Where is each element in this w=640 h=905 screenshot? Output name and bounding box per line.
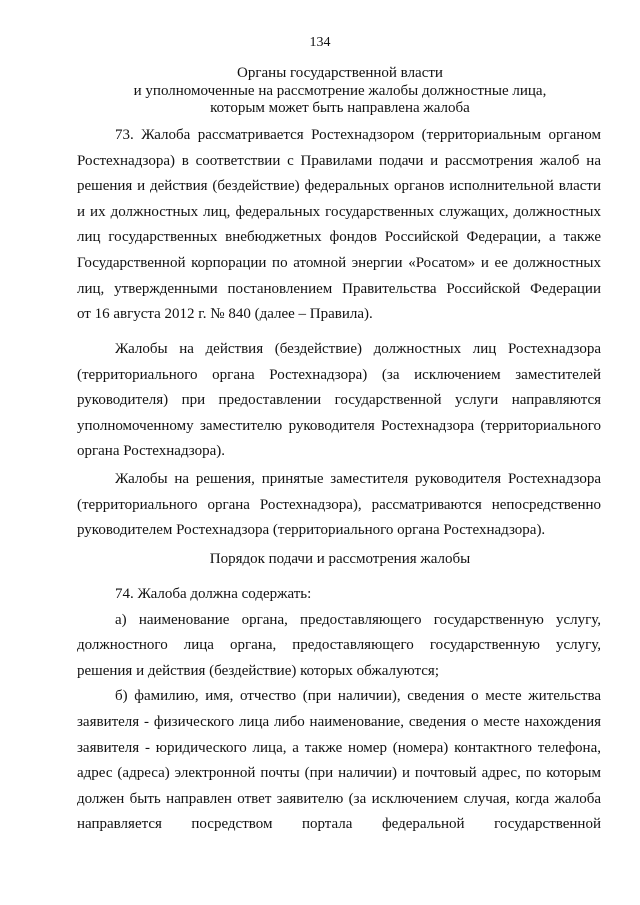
text-line: а) наименование органа, предоставляющего государственную услугу,: [115, 611, 601, 628]
heading-line: Порядок подачи и рассмотрения жалобы: [209, 551, 471, 567]
text-line: 73. Жалоба рассматривается Ростехнадзором (территориальным органом: [115, 127, 601, 143]
text-line: заявителя - физического лица либо наименование, сведения о месте нахождения: [77, 713, 601, 730]
text-line: Жалобы на действия (бездействие) должностных лиц Ростехнадзора: [115, 341, 601, 357]
text-line: органа Ростехнадзора).: [77, 443, 226, 460]
text-line: лиц, утвержденными постановлением Правительства Российской Федерации: [77, 280, 601, 297]
text-line: руководителя) при предоставлении государственной услуги направляются: [77, 392, 601, 409]
text-line: уполномоченному заместителю руководителя Ростехнадзора (территориального: [77, 417, 601, 434]
heading-line: которым может быть направлена жалоба: [210, 100, 470, 116]
section-heading-authorities: [60, 65, 620, 118]
text-line: заявителя - юридического лица, а также номер (номера) контактного телефона,: [77, 739, 601, 756]
paragraph-73: [77, 123, 601, 328]
heading-line: и уполномоченные на рассмотрение жалобы должностные лица,: [133, 82, 547, 99]
paragraph-complaints-decisions: [77, 467, 601, 544]
text-line: руководителем Ростехнадзора (территориального органа Ростехнадзора).: [77, 522, 546, 539]
text-line: Жалобы на решения, принятые заместителя руководителя Ростехнадзора: [115, 471, 601, 487]
heading-line: Органы государственной власти: [237, 65, 443, 81]
page-number: 134: [309, 35, 331, 50]
text-line: (территориального органа Ростехнадзора) (за исключением заместителей: [77, 366, 601, 383]
paragraph-complaints-actions: [77, 337, 601, 465]
text-line: должен быть направлен ответ заявителю (за исключением случая, когда жалоба: [77, 790, 601, 807]
section-heading-procedure: [60, 551, 620, 569]
paragraph-74: [77, 582, 601, 838]
text-line: Государственной корпорации по атомной энергии «Росатом» и ее должностных: [77, 254, 601, 271]
text-line: 74. Жалоба должна содержать:: [115, 586, 312, 602]
text-line: от 16 августа 2012 г. № 840 (далее – Правила).: [77, 306, 373, 323]
text-line: лиц государственных внебюджетных фондов Российской Федерации, а также: [77, 229, 601, 246]
text-line: и их должностных лиц, федеральных государственных служащих, должностных: [77, 203, 601, 220]
text-line: должностного лица органа, предоставляющего государственную услугу,: [77, 637, 601, 654]
text-line: б) фамилию, имя, отчество (при наличии), сведения о месте жительства: [115, 688, 601, 705]
text-line: адрес (адреса) электронной почты (при наличии) и почтовый адрес, по которым: [77, 765, 601, 782]
text-line: Ростехнадзора) в соответствии с Правилами подачи и рассмотрения жалоб на: [77, 152, 601, 169]
text-line: решения и действия (бездействие) которых обжалуются;: [77, 662, 439, 679]
text-line: направляется посредством портала федеральной государственной: [77, 816, 601, 833]
text-line: (территориального органа Ростехнадзора), рассматриваются непосредственно: [77, 496, 601, 513]
text-line: решения и действия (бездействие) федеральных органов исполнительной власти: [77, 178, 601, 195]
